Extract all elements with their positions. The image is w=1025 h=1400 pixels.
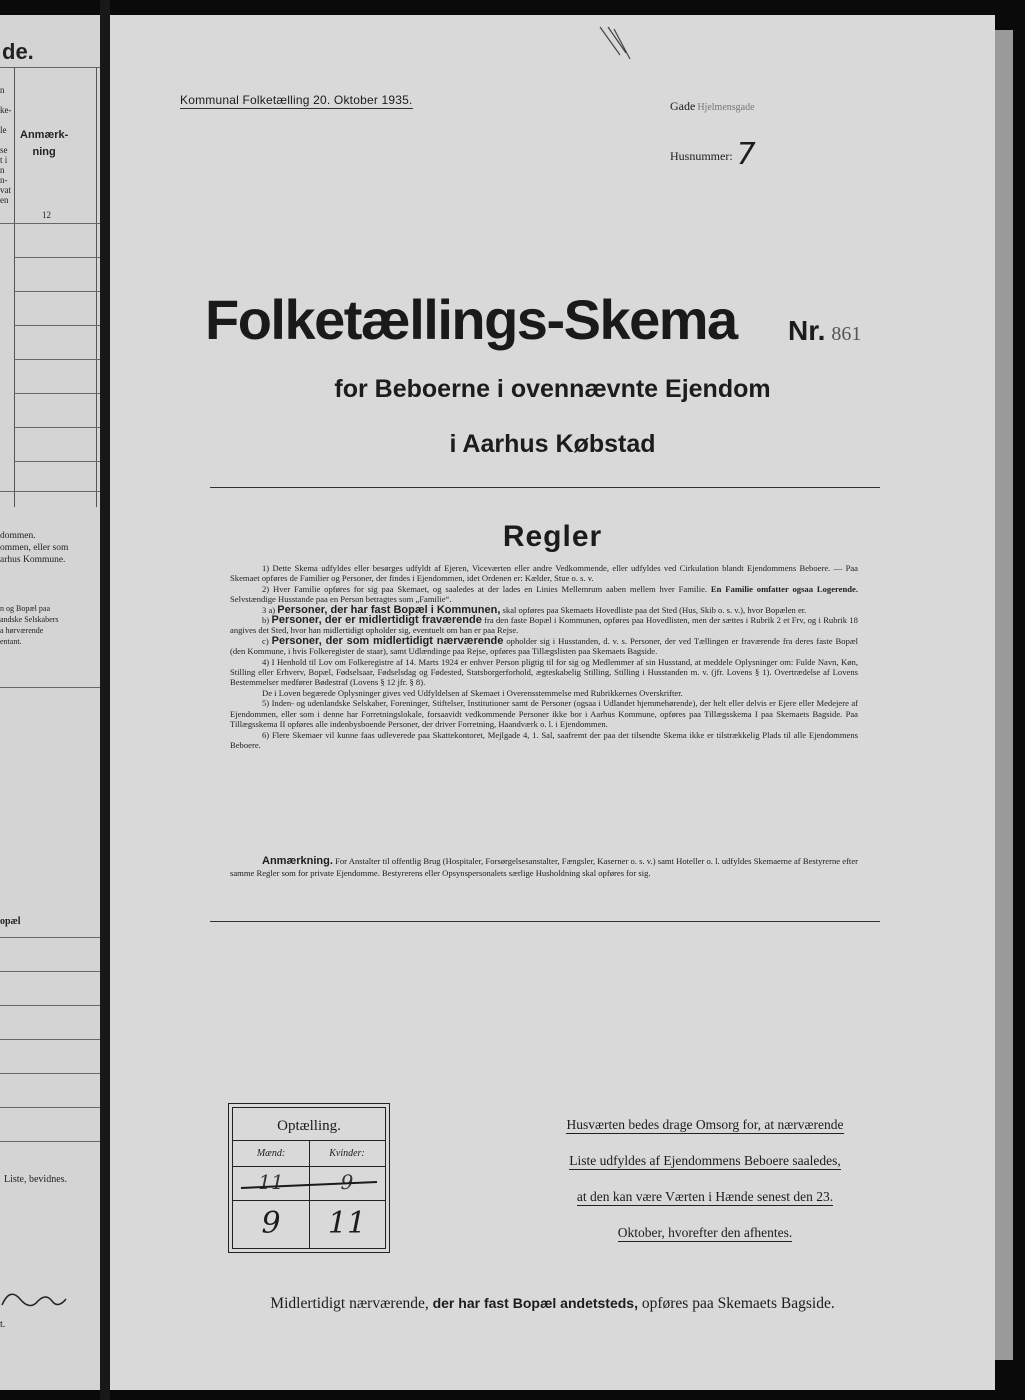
page-edge xyxy=(995,30,1013,1360)
left-page-rule xyxy=(14,325,100,326)
count-box-rule xyxy=(233,1166,385,1167)
left-page-fragment xyxy=(0,15,100,1390)
street-value: Hjelmensgade xyxy=(697,102,755,113)
left-page-fragment-text: opæl xyxy=(0,916,21,927)
left-page-rule xyxy=(0,1141,100,1142)
left-page-rule xyxy=(14,427,100,428)
left-page-rule xyxy=(0,971,100,972)
rules-text xyxy=(230,563,858,750)
form-subtitle-location: i Aarhus Købstad xyxy=(449,430,656,458)
left-page-rule xyxy=(14,461,100,462)
left-page-column-number: 12 xyxy=(42,210,51,220)
left-page-rule xyxy=(0,687,100,688)
census-form-page xyxy=(110,15,995,1390)
notice-line: Liste udfyldes af Ejendommens Beboere saaledes, xyxy=(569,1153,841,1168)
count-box-inner xyxy=(232,1107,386,1249)
notice-line: at den kan være Værten i Hænde senest den 23. xyxy=(576,1189,834,1204)
count-box xyxy=(228,1103,390,1253)
left-page-rule xyxy=(0,1039,100,1040)
left-page-fragment-text: n ke- le se t i n n- vat en xyxy=(0,85,12,205)
women-crossed-value: 9 xyxy=(340,1170,354,1194)
left-page-rule xyxy=(0,937,100,938)
house-number-value: 7 xyxy=(736,137,756,172)
left-page-rule xyxy=(0,1073,100,1074)
signature-scribble xyxy=(0,1285,70,1315)
rule-4: 4) I Henhold til Lov om Folkeregistre af 14. Marts 1924 er enhver Person pligtig til for sig og Medlemmer af sin Husstand, at meddele Oplysninger om: Fulde Navn, Køn, Stilling eller Erhverv, Bopæl, Fødselsaar, Fødselsdag og Fødested, Statsborgerforhold, ægteskabelig Stilling, Stilling i Husstanden m. v. (jfr. Lovens § 1). Overtrædelse af Lovens Bestemmelser medfører Bødestraf (Lovens § 12 jfr. § 8). xyxy=(230,656,858,688)
rule-6: 6) Flere Skemaer vil kunne faas udleverede paa Skattekontoret, Mejlgade 4, 1. Sal, saafremt der paa det tilsendte Skema ikke er tilstrækkelig Plads til alle Ejendommens Beboere. xyxy=(230,729,858,750)
form-title: Folketællings-Skema xyxy=(205,288,737,351)
men-crossed-value: 11 xyxy=(258,1170,284,1194)
men-value: 9 xyxy=(261,1206,281,1241)
left-page-rule xyxy=(14,257,100,258)
left-page-fragment-text: n og Bopæl paa andske Selskabers a hørværende entant. xyxy=(0,604,59,646)
house-number-field xyxy=(670,133,756,172)
form-number-value: 861 xyxy=(831,323,862,345)
left-page-fragment-text: Liste, bevidnes. xyxy=(4,1174,68,1185)
women-value: 11 xyxy=(327,1206,367,1241)
rule-5: 5) Inden- og udenlandske Selskaber, Foreninger, Stiftelser, Institutioner samt de Personer (ogsaa i Udlandet hjemmehørende), der helt eller delvis er Ejere eller Medejere af Ejendommen, eller som i denne har Forretningslokale, forsaavidt vedkommende Personer ikke bor i Aarhus Kommune, opføres paa Tillægsskema I paa Skemaets Bagside. Paa Tillægsskema II opføres alle indenbysboende Personer, der driver Forretning, Haandværk o. l. i Ejendommen. xyxy=(230,698,858,730)
street-label: Gade xyxy=(670,99,696,113)
divider-rule xyxy=(210,487,880,488)
left-page-rule xyxy=(14,393,100,394)
men-label: Mænd: xyxy=(256,1148,286,1159)
strike-through-line xyxy=(239,1178,379,1192)
left-page-rule xyxy=(0,67,100,68)
house-number-label: Husnummer: xyxy=(670,149,733,163)
book-spine xyxy=(100,0,110,1400)
form-number-label: Nr. xyxy=(788,315,826,346)
count-box-rule xyxy=(233,1200,385,1201)
left-page-rule xyxy=(0,1005,100,1006)
left-page-column-header: Anmærk- ning xyxy=(20,129,69,158)
census-date-line: Kommunal Folketælling 20. Oktober 1935. xyxy=(180,93,413,107)
left-page-rule xyxy=(0,491,100,492)
rule-4b: De i Loven begærede Oplysninger gives ved Udfyldelsen af Skemaet i Overensstemmelse med Rubrikkernes Overskrifter. xyxy=(262,687,683,698)
notice-line: Husværten bedes drage Omsorg for, at nærværende xyxy=(566,1117,844,1132)
left-page-column-line xyxy=(96,67,97,507)
pencil-marks xyxy=(590,25,650,65)
left-page-heading: de. xyxy=(2,39,34,64)
left-page-fragment-text: t. xyxy=(0,1319,6,1330)
landlord-notice xyxy=(530,1107,880,1251)
left-page-fragment-text: dommen. ommen, eller som arhus Kommune. xyxy=(0,531,69,565)
annotation-note xyxy=(230,855,858,879)
left-page-rule xyxy=(0,1107,100,1108)
rules-heading: Regler xyxy=(502,520,603,553)
rule-2: 2) Hver Familie opføres for sig paa Skemaet, og saaledes at der lades en Linies Mellemrum aaben mellem hver Familie. En Familie omfatter ogsaa Logerende. Selvstændige Husstande paa en Person betragtes som „Familie“. xyxy=(230,583,858,605)
count-box-title: Optælling. xyxy=(277,1118,341,1134)
rule-3c: c) Personer, der som midlertidigt nærværende opholder sig i Husstanden, d. v. s. Personer, der ved Tællingen er fraværende fra deres faste Bopæl (den Kommune, i hvis Folkeregister de staar), samt Udlændinge paa Rejse, opføres paa Tillægslisten paa Skemaets Bagside. xyxy=(230,634,858,657)
street-field xyxy=(670,99,755,114)
annotation-label: Anmærkning. xyxy=(262,855,333,867)
notice-line: Oktober, hvorefter den afhentes. xyxy=(617,1225,793,1240)
form-number xyxy=(788,315,861,347)
left-page-rule xyxy=(14,359,100,360)
footer-note: Midlertidigt nærværende, der har fast Bopæl andetsteds, opføres paa Skemaets Bagside. xyxy=(270,1295,835,1312)
rule-3a: 3 a) Personer, der har fast Bopæl i Kommunen, skal opføres paa Skemaets Hovedliste paa det Sted (Hus, Skib o. s. v.), hvor Bopælen er. xyxy=(262,603,807,616)
women-label: Kvinder: xyxy=(329,1148,365,1159)
divider-rule xyxy=(210,921,880,922)
rule-1: 1) Dette Skema udfyldes eller besørges udfyldt af Ejeren, Viceværten eller andre Vedkommende, eller udfyldes ved Cirkulation blandt Ejendommens Beboere. — Paa Skemaet opføres de Familier og Personer, der findes i Ejendommen, idet Ordenen er: Kælder, Stue o. s. v. xyxy=(230,563,858,584)
annotation-text: For Anstalter til offentlig Brug (Hospitaler, Forsørgelsesanstalter, Fængsler, Kaserner o. s. v.) samt Hoteller o. l. udfyldes Skemaerne af Bestyrerne efter samme Regler som for private Ejendomme. Bestyrerens eller Opsynspersonalets særlige Husholdning skal opføres for sig. xyxy=(230,856,858,878)
form-subtitle: for Beboerne i ovennævnte Ejendom xyxy=(334,375,771,403)
left-page-rule xyxy=(0,223,100,224)
left-page-column-line xyxy=(14,67,15,507)
left-page-rule xyxy=(14,291,100,292)
rule-3b: b) Personer, der er midlertidigt fraværende fra den faste Bopæl i Kommunen, opføres paa Hovedlisten, men der sættes i Rubrik 2 et Frv, og i Rubrik 18 angives det Sted, hvor han midlertidigt opholder sig, eventuelt om han er paa Rejse. xyxy=(230,614,858,636)
